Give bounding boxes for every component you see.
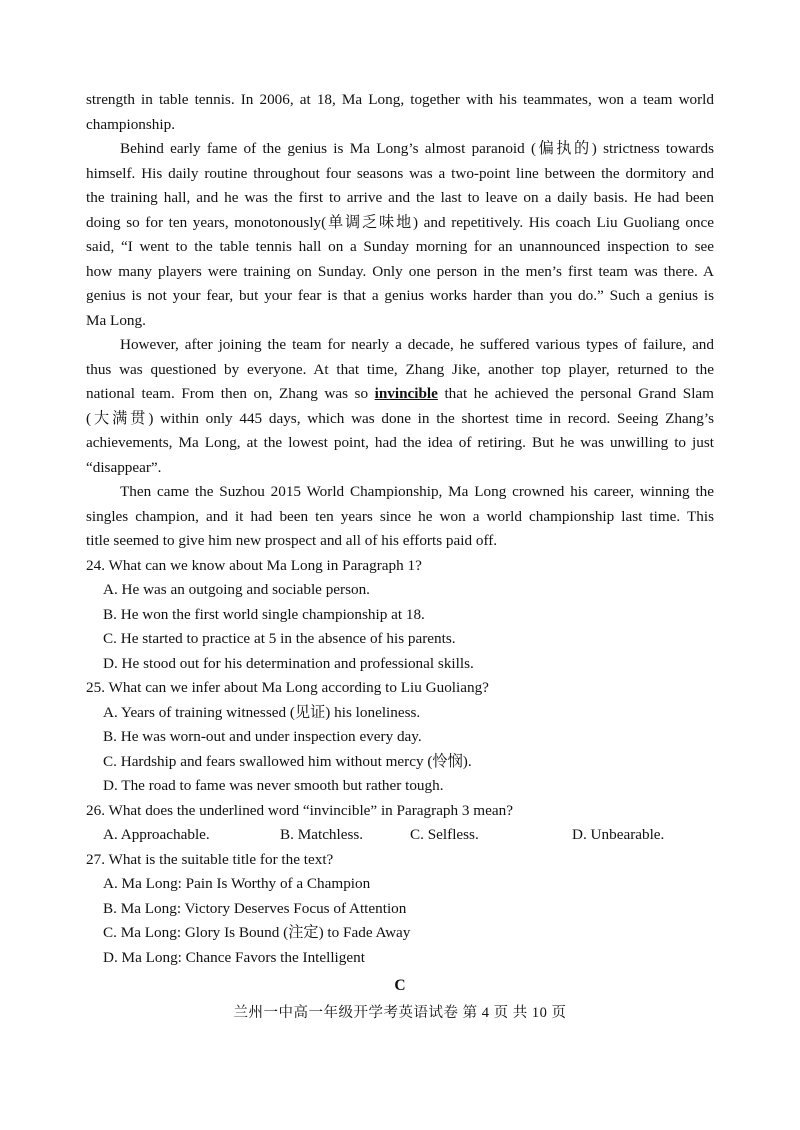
text-line: how many players were training on Sunday. Only one person in the men’s first team was there. A [86, 262, 714, 280]
question-24 [86, 554, 714, 677]
option-a: A. Years of training witnessed (见证) his loneliness. [103, 703, 421, 721]
paragraph-2 [86, 137, 714, 333]
question-27 [86, 848, 714, 971]
text-line: the training hall, and he was the first to arrive and the last to leave on a daily basis. He had been [86, 189, 714, 206]
paragraph-1 [86, 88, 714, 137]
question-25 [86, 676, 714, 799]
option-d: D. Unbearable. [572, 826, 665, 843]
text-line: singles champion, and it had been ten years since he won a world championship last time. This [86, 507, 714, 525]
options-row [86, 823, 714, 848]
text-line: said, “I went to the table tennis hall on a Sunday morning for an unannounced inspection to see [86, 238, 714, 255]
text-line: title seemed to give him new prospect and all of his efforts paid off. [86, 532, 498, 549]
page-footer: 兰州一中高一年级开学考英语试卷 第 4 页 共 10 页 [233, 1005, 567, 1021]
text-line: doing so for ten years, monotonously(单调乏味地) and repetitively. His coach Liu Guoliang once [86, 213, 714, 231]
option-c: C. Selfless. [410, 826, 479, 843]
text-line: championship. [86, 115, 176, 133]
text-line: Ma Long. [86, 311, 146, 329]
option-a: A. He was an outgoing and sociable person. [103, 581, 370, 598]
text-line: genius is not your fear, but your fear is that a genius works harder than you do.” Such a genius is [86, 287, 714, 304]
text-segment: national team. From then on, Zhang was so [86, 385, 375, 402]
question-stem: 26. What does the underlined word “invincible” in Paragraph 3 mean? [86, 801, 513, 819]
text-line: thus was questioned by everyone. At that time, Zhang Jike, another top player, returned to the [86, 360, 714, 378]
option-b: B. Ma Long: Victory Deserves Focus of Attention [103, 899, 407, 917]
text-segment: that he achieved the personal Grand Slam [437, 385, 714, 402]
option-c: C. Ma Long: Glory Is Bound (注定) to Fade Away [103, 924, 411, 941]
question-stem: 24. What can we know about Ma Long in Paragraph 1? [86, 556, 422, 574]
text-line: himself. His daily routine throughout four seasons was a two-point line between the dormitory and [86, 164, 714, 182]
question-stem: 27. What is the suitable title for the text? [86, 850, 334, 868]
option-d: D. The road to fame was never smooth but rather tough. [103, 777, 444, 794]
text-line: (大满贯) within only 445 days, which was done in the shortest time in record. Seeing Zhang’s [86, 409, 714, 427]
option-a: A. Approachable. [103, 826, 210, 843]
question-26 [86, 799, 714, 848]
text-line: However, after joining the team for nearly a decade, he suffered various types of failure, and [120, 336, 714, 353]
paragraph-3 [86, 333, 714, 480]
option-b: B. Matchless. [280, 826, 364, 843]
option-b: B. He was worn-out and under inspection every day. [103, 728, 422, 745]
option-c: C. He started to practice at 5 in the absence of his parents. [103, 630, 456, 647]
text-line: Then came the Suzhou 2015 World Championship, Ma Long crowned his career, winning the [120, 483, 714, 500]
section-label: C [394, 977, 406, 994]
text-line: achievements, Ma Long, at the lowest point, had the idea of retiring. But he was unwilling to just [86, 434, 714, 451]
option-a: A. Ma Long: Pain Is Worthy of a Champion [103, 875, 371, 892]
text-line: strength in table tennis. In 2006, at 18, Ma Long, together with his teammates, won a team world [86, 91, 714, 108]
option-d: D. He stood out for his determination and professional skills. [103, 654, 474, 672]
text-line [86, 382, 714, 407]
option-d: D. Ma Long: Chance Favors the Intelligent [103, 948, 365, 966]
text-line: Behind early fame of the genius is Ma Long’s almost paranoid (偏执的) strictness towards [120, 140, 714, 157]
text-line: “disappear”. [86, 458, 162, 476]
question-stem: 25. What can we infer about Ma Long according to Liu Guoliang? [86, 679, 489, 696]
option-c: C. Hardship and fears swallowed him without mercy (怜悯). [103, 752, 472, 770]
paragraph-4 [86, 480, 714, 554]
underlined-word: invincible [374, 385, 438, 402]
option-b: B. He won the first world single championship at 18. [103, 605, 425, 623]
